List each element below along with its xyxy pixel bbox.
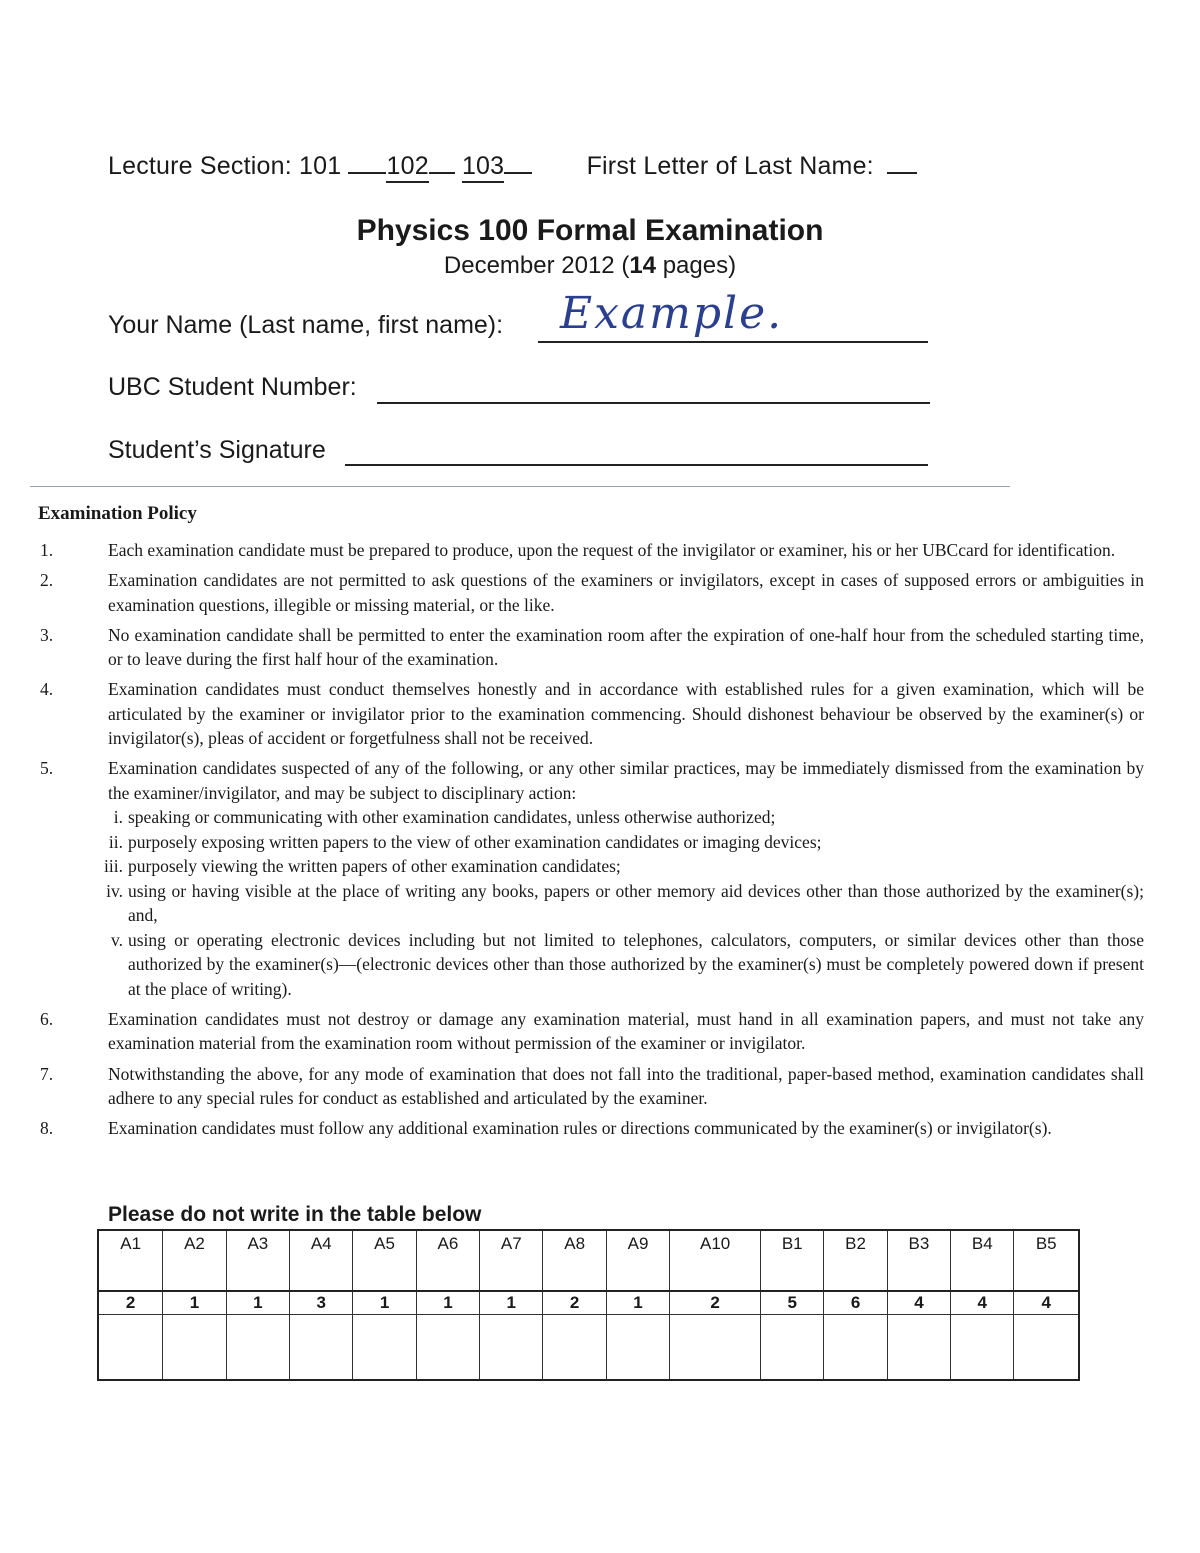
question-header-row — [98, 1230, 1079, 1291]
student-number-field[interactable] — [377, 402, 930, 404]
question-cell: A3 — [226, 1230, 289, 1291]
section-102-label: 102 — [386, 152, 428, 183]
signature-field[interactable] — [345, 464, 928, 466]
marks-table-heading: Please do not write in the table below — [108, 1203, 482, 1226]
exam-pages-suffix: pages) — [656, 252, 737, 279]
points-row — [98, 1291, 1079, 1315]
policy-rule: 1. Each examination candidate must be prepared to produce, upon the request of the invigilator or examiner, his or her UBCcard for identification. — [40, 540, 1116, 560]
policy-rule: 5. Examination candidates suspected of any of the following, or any other similar practices, may be immediately dismissed from the examination by the examiner/invigilator, and may be subject to disciplinary action: — [40, 758, 1144, 803]
question-cell: B4 — [951, 1230, 1014, 1291]
policy-heading: Examination Policy — [38, 503, 197, 524]
section-103-label: 103 — [462, 152, 504, 183]
question-cell: A8 — [543, 1230, 606, 1291]
section-102-blank[interactable] — [429, 172, 455, 174]
points-cell: 1 — [353, 1291, 416, 1315]
points-cell: 4 — [951, 1291, 1014, 1315]
points-cell: 1 — [480, 1291, 543, 1315]
question-cell: A2 — [163, 1230, 226, 1291]
lecture-section-line — [108, 152, 917, 183]
score-cell[interactable] — [951, 1315, 1014, 1381]
policy-rule: 4. Examination candidates must conduct themselves honestly and in accordance with established rules for a given examination, which will be articulated by the examiner or invigilator prior to the examination commencing. Should dishonest behaviour be observed by the examiner(s) or invigilator(s), pleas of accident or forgetfulness shall not be received. — [40, 679, 1144, 749]
score-row — [98, 1315, 1079, 1381]
policy-subitem: i. speaking or communicating with other examination candidates, unless otherwise authorized; — [113, 807, 776, 828]
points-cell: 1 — [163, 1291, 226, 1315]
last-name-letter-blank[interactable] — [887, 172, 917, 174]
score-cell[interactable] — [543, 1315, 606, 1381]
name-label: Your Name (Last name, first name): — [108, 311, 504, 339]
name-handwritten-value: Example. — [560, 288, 784, 339]
points-cell: 1 — [226, 1291, 289, 1315]
policy-rule: 7. Notwithstanding the above, for any mode of examination that does not fall into the traditional, paper-based method, examination candidates shall adhere to any special rules for conduct as established and articulated by the examiner. — [40, 1063, 1144, 1109]
points-cell: 1 — [606, 1291, 669, 1315]
score-cell[interactable] — [98, 1315, 163, 1381]
exam-date-pages — [0, 252, 1180, 280]
score-cell[interactable] — [670, 1315, 761, 1381]
score-cell[interactable] — [887, 1315, 950, 1381]
marks-table — [97, 1229, 1080, 1381]
score-cell[interactable] — [606, 1315, 669, 1381]
signature-label: Student’s Signature — [108, 436, 326, 464]
score-cell[interactable] — [824, 1315, 887, 1381]
points-cell: 2 — [543, 1291, 606, 1315]
question-cell: A9 — [606, 1230, 669, 1291]
question-cell: B2 — [824, 1230, 887, 1291]
points-cell: 4 — [1014, 1291, 1079, 1315]
score-cell[interactable] — [480, 1315, 543, 1381]
points-cell: 2 — [98, 1291, 163, 1315]
points-cell: 2 — [670, 1291, 761, 1315]
last-name-letter-label: First Letter of Last Name: — [586, 152, 874, 180]
policy-subitems — [40, 805, 1144, 1001]
points-cell: 5 — [761, 1291, 824, 1315]
policy-rule: 8. Examination candidates must follow any additional examination rules or directions communicated by the examiner(s) or invigilator(s). — [40, 1118, 1052, 1139]
question-cell: A6 — [416, 1230, 479, 1291]
points-cell: 1 — [416, 1291, 479, 1315]
score-cell[interactable] — [761, 1315, 824, 1381]
exam-date: December 2012 ( — [443, 252, 630, 279]
score-cell[interactable] — [416, 1315, 479, 1381]
points-cell: 6 — [824, 1291, 887, 1315]
question-cell: A5 — [353, 1230, 416, 1291]
policy-subitem: iv. using or having visible at the place of writing any books, papers or other memory aid devices other than those authorized by the examiner(s); and, — [106, 880, 1144, 926]
question-cell: B3 — [887, 1230, 950, 1291]
policy-rule: 6. Examination candidates must not destroy or damage any examination material, must hand in all examination papers, and must not take any examination material from the examination room without permission of the examiner or invigilator. — [40, 1008, 1144, 1054]
policy-list — [40, 538, 1144, 1146]
score-cell[interactable] — [1014, 1315, 1079, 1381]
section-103-blank[interactable] — [504, 172, 532, 174]
lecture-section-label: Lecture Section: 101 — [108, 152, 342, 180]
question-cell: A4 — [290, 1230, 353, 1291]
exam-title: Physics 100 Formal Examination — [356, 214, 824, 247]
score-cell[interactable] — [163, 1315, 226, 1381]
score-cell[interactable] — [290, 1315, 353, 1381]
student-number-label: UBC Student Number: — [108, 373, 357, 401]
name-field[interactable] — [538, 341, 928, 343]
policy-rule: 3. No examination candidate shall be permitted to enter the examination room after the expiration of one-half hour from the scheduled starting time, or to leave during the first half hour of the examination. — [40, 624, 1144, 670]
question-cell: A10 — [670, 1230, 761, 1291]
policy-subitem: ii. purposely exposing written papers to the view of other examination candidates or imaging devices; — [108, 831, 822, 852]
section-divider — [30, 486, 1010, 487]
question-cell: B1 — [761, 1230, 824, 1291]
question-cell: B5 — [1014, 1230, 1079, 1291]
section-101-blank[interactable] — [348, 172, 386, 174]
policy-rule: 2. Examination candidates are not permitted to ask questions of the examiners or invigilators, except in cases of supposed errors or ambiguities in examination questions, illegible or missing material, or the like. — [40, 570, 1144, 615]
points-cell: 4 — [887, 1291, 950, 1315]
points-cell: 3 — [290, 1291, 353, 1315]
policy-subitem: iii. purposely viewing the written papers of other examination candidates; — [104, 856, 621, 877]
score-cell[interactable] — [226, 1315, 289, 1381]
question-cell: A1 — [98, 1230, 163, 1291]
exam-page-count: 14 — [629, 252, 657, 279]
score-cell[interactable] — [353, 1315, 416, 1381]
policy-subitem: v. using or operating electronic devices including but not limited to telephones, calculators, computers, or similar devices other than those authorized by the examiner(s)—(electronic devices other than those authorized by the examiner(s) must be completely powered down if present at the place of writing). — [111, 929, 1144, 999]
question-cell: A7 — [480, 1230, 543, 1291]
